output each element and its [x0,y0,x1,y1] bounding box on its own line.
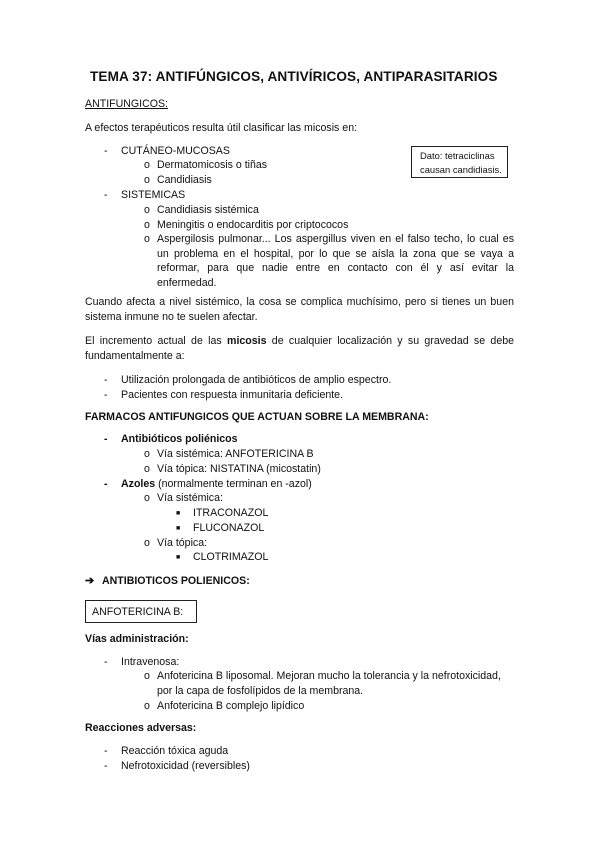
dash-bullet: - [104,374,108,386]
dash-bullet: - [104,433,108,445]
circle-bullet: o [144,492,150,504]
list-item-polienicos: Antibióticos poliénicos [121,433,238,445]
circle-bullet: o [144,700,150,712]
circle-bullet: o [144,204,150,216]
section-heading-farmacos: FARMACOS ANTIFUNGICOS QUE ACTUAN SOBRE LA MEMBRANA: [85,411,429,423]
bold-term: micosis [227,335,267,347]
dash-bullet: - [104,189,108,201]
arrow-icon: ➔ [85,575,95,587]
circle-bullet: o [144,463,150,475]
circle-bullet: o [144,448,150,460]
bold-term: Azoles [121,478,156,490]
square-bullet: ■ [176,525,181,532]
circle-bullet: o [144,233,150,245]
text-run: El incremento actual de las [85,335,228,347]
paragraph-incremento [85,334,514,363]
dash-bullet: - [104,760,108,772]
subheading-vias: Vías administración: [85,633,189,645]
note-line: Dato: tetraciclinas [420,150,495,161]
list-item-aspergilosis: Aspergilosis pulmonar... Los aspergillus viven en el falso techo, lo cual es un problema en el hospital, por lo que se aísla la zona que se vaya a reformar, para que nadie entre en contacto con él y así evitar la enfermedad. [157,233,514,289]
circle-bullet: o [144,537,150,549]
list-item: Vía tópica: NISTATINA (micostatin) [157,463,321,475]
section-heading-polienicos: ANTIBIOTICOS POLIENICOS: [102,575,250,587]
list-item: Anfotericina B complejo lipídico [157,700,305,712]
list-item: Candidiasis [157,174,212,186]
text-run: de cualquier localización y su gravedad se debe fundamentalmente a: [85,335,514,362]
list-item-sistemicas: SISTEMICAS [121,189,186,201]
list-item: Intravenosa: [121,656,180,668]
list-item: Pacientes con respuesta inmunitaria deficiente. [121,389,344,401]
list-item: Dermatomicosis o tiñas [157,159,268,171]
list-item: Candidiasis sistémica [157,204,259,216]
list-item: Vía tópica: [157,537,208,549]
paragraph-sistemico: Cuando afecta a nivel sistémico, la cosa se complica muchísimo, pero si tienes un buen sistema inmune no te suelen afectar. [85,296,514,323]
intro-text: A efectos terapéuticos resulta útil clasificar las micosis en: [85,122,358,134]
square-bullet: ■ [176,554,181,561]
section-heading-antifungicos: ANTIFUNGICOS: [85,98,168,110]
list-item: Meningitis o endocarditis por criptococos [157,219,349,231]
note-box [411,146,508,178]
list-item: FLUCONAZOL [193,522,265,534]
dash-bullet: - [104,656,108,668]
circle-bullet: o [144,219,150,231]
circle-bullet: o [144,159,150,171]
list-item: CLOTRIMAZOL [193,551,269,563]
note-line: causan candidiasis. [420,164,502,175]
list-item: Utilización prolongada de antibióticos de amplio espectro. [121,374,392,386]
list-item: Anfotericina B liposomal. Mejoran mucho la tolerancia y la nefrotoxicidad, por la capa de fosfolípidos de la membrana. [157,670,501,697]
dash-bullet: - [104,478,108,490]
anfotericina-box: ANFOTERICINA B: [85,600,197,623]
list-item-cutaneo: CUTÁNEO-MUCOSAS [121,145,230,157]
text-run: (normalmente terminan en -azol) [155,478,312,490]
circle-bullet: o [144,174,150,186]
dash-bullet: - [104,145,108,157]
page-title: TEMA 37: ANTIFÚNGICOS, ANTIVÍRICOS, ANTIPARASITARIOS [90,69,498,84]
list-item: Vía sistémica: [157,492,223,504]
list-item: Reacción tóxica aguda [121,745,229,757]
square-bullet: ■ [176,510,181,517]
list-item: Vía sistémica: ANFOTERICINA B [157,448,314,460]
list-item: Nefrotoxicidad (reversibles) [121,760,250,772]
dash-bullet: - [104,745,108,757]
list-item: ITRACONAZOL [193,507,269,519]
list-item-azoles [121,477,312,492]
dash-bullet: - [104,389,108,401]
circle-bullet: o [144,670,150,682]
subheading-reacciones: Reacciones adversas: [85,722,197,734]
